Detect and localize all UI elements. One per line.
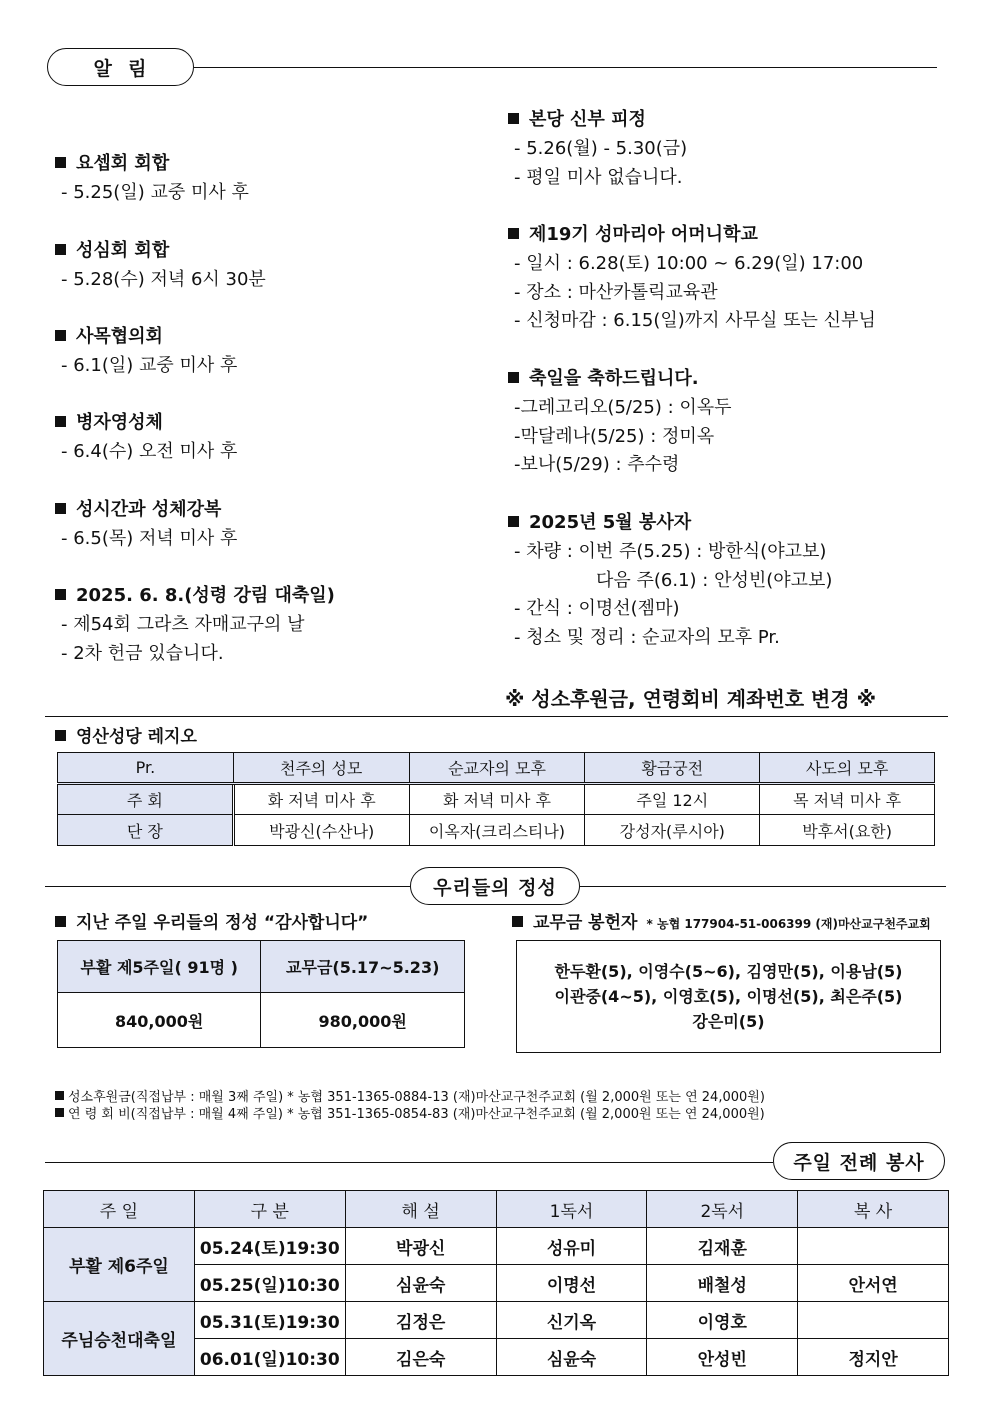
square-bullet-icon	[55, 730, 66, 741]
week-cell: 주님승천대축일	[44, 1302, 195, 1376]
notice-line: - 6.4(수) 오전 미사 후	[61, 440, 238, 462]
table-cell: 성유미	[496, 1228, 647, 1265]
square-bullet-icon	[55, 589, 66, 600]
square-bullet-icon	[55, 1091, 64, 1100]
notice-line: - 5.25(일) 교중 미사 후	[61, 181, 249, 203]
notice-line: -보나(5/29) : 추수령	[514, 454, 680, 476]
table-cell	[798, 1228, 949, 1265]
table-cell: 안성빈	[647, 1339, 798, 1376]
table-header-cell: 사도의 모후	[760, 753, 935, 784]
notice-line: -막달레나(5/25) : 정미옥	[514, 425, 715, 447]
table-cell: 정지안	[798, 1339, 949, 1376]
square-bullet-icon	[512, 916, 523, 927]
table-cell	[798, 1302, 949, 1339]
table-cell: 배철성	[647, 1265, 798, 1302]
square-bullet-icon	[55, 416, 66, 427]
notice-line: - 평일 미사 없습니다.	[514, 166, 683, 188]
notice-line: - 차량 : 이번 주(5.25) : 방한식(야고보)	[514, 540, 827, 562]
notice-title: 본당 신부 피정	[529, 109, 646, 130]
table-header-cell: 복 사	[798, 1191, 949, 1228]
table-row	[44, 1228, 949, 1265]
table-row	[58, 815, 935, 846]
table-header-cell: Pr.	[58, 753, 234, 784]
week-cell: 부활 제6주일	[44, 1228, 195, 1302]
table-cell: 김재훈	[647, 1228, 798, 1265]
donors-box	[516, 940, 941, 1053]
notice-item	[55, 150, 249, 208]
table-cell: 김은숙	[345, 1339, 496, 1376]
table-row	[44, 1302, 949, 1339]
offering-rule-left	[45, 886, 410, 887]
notice-title: 2025. 6. 8.(성령 강림 대축일)	[76, 585, 335, 606]
table-header-cell: 주 일	[44, 1191, 195, 1228]
notice-item	[55, 237, 266, 295]
table-cell: 심윤숙	[345, 1265, 496, 1302]
table-row	[58, 941, 465, 993]
table-cell: 05.24(토)19:30	[194, 1228, 345, 1265]
square-bullet-icon	[55, 330, 66, 341]
notice-item	[55, 496, 237, 554]
table-header-cell: 2독서	[647, 1191, 798, 1228]
donors-line: 이관중(4~5), 이영호(5), 이명선(5), 최은주(5)	[554, 987, 903, 1006]
table-cell: 주일 12시	[585, 784, 760, 815]
notice-item	[508, 106, 687, 192]
table-cell: 05.25(일)10:30	[194, 1265, 345, 1302]
legio-table	[57, 752, 935, 846]
notice-item	[508, 365, 732, 480]
liturgy-header-label: 주일 전례 봉사	[793, 1151, 925, 1174]
square-bullet-icon	[55, 503, 66, 514]
table-header-cell: 천주의 성모	[233, 753, 409, 784]
offering-rule-right	[580, 886, 946, 887]
table-header-cell: 교무금(5.17~5.23)	[261, 941, 465, 993]
notice-line: - 5.26(월) - 5.30(금)	[514, 137, 688, 159]
square-bullet-icon	[55, 157, 66, 168]
notice-title: 축일을 축하드립니다.	[529, 368, 699, 389]
table-header-cell: 황금궁전	[585, 753, 760, 784]
table-header-cell: 구 분	[194, 1191, 345, 1228]
notice-line: 다음 주(6.1) : 안성빈(야고보)	[596, 569, 833, 591]
donors-line: 한두환(5), 이영수(5~6), 김영만(5), 이용남(5)	[554, 962, 903, 981]
notice-title: 사목협의회	[76, 326, 163, 347]
notice-line: - 제54회 그라츠 자매교구의 날	[61, 613, 305, 635]
notice-title: 성심회 회합	[76, 240, 170, 261]
table-cell: 이명선	[496, 1265, 647, 1302]
square-bullet-icon	[55, 1108, 64, 1117]
notice-item	[508, 221, 876, 336]
table-cell: 안서연	[798, 1265, 949, 1302]
square-bullet-icon	[508, 228, 519, 239]
table-cell: 목 저녁 미사 후	[760, 784, 935, 815]
liturgy-rule	[45, 1162, 773, 1163]
table-row	[44, 1191, 949, 1228]
offering-header-label: 우리들의 정성	[433, 876, 557, 899]
legio-title: 영산성당 레지오	[55, 722, 197, 747]
account-change-notice: ※ 성소후원금, 연령회비 계좌번호 변경 ※	[505, 687, 877, 711]
notice-title: 병자영성체	[76, 412, 163, 433]
donors-title: 교무금 봉헌자 * 농협 177904-51-006399 (재)마산교구천주교회	[512, 908, 931, 933]
account-line: 성소후원금(직접납부 : 매월 3째 주일) * 농협 351-1365-0884-13 (재)마산교구천주교회 (월 2,000원 또는 연 24,000원)	[55, 1089, 765, 1107]
notice-line: - 일시 : 6.28(토) 10:00 ~ 6.29(일) 17:00	[514, 252, 864, 274]
square-bullet-icon	[508, 113, 519, 124]
table-cell: 김정은	[345, 1302, 496, 1339]
offering-table	[57, 940, 465, 1048]
table-cell: 06.01(일)10:30	[194, 1339, 345, 1376]
table-row	[58, 993, 465, 1048]
notice-line: - 신청마감 : 6.15(일)까지 사무실 또는 신부님	[514, 310, 876, 332]
donors-account: * 농협 177904-51-006399 (재)마산교구천주교회	[646, 917, 931, 931]
notice-header-label: 알 림	[93, 57, 148, 80]
table-cell: 840,000원	[58, 993, 261, 1048]
notice-header	[47, 48, 194, 86]
table-header-cell: 순교자의 모후	[409, 753, 585, 784]
square-bullet-icon	[55, 916, 66, 927]
table-cell: 980,000원	[261, 993, 465, 1048]
account-line: 연 령 회 비(직접납부 : 매월 4째 주일) * 농협 351-1365-0854-83 (재)마산교구천주교회 (월 2,000원 또는 연 24,000원)	[55, 1106, 765, 1124]
table-cell: 박광신	[345, 1228, 496, 1265]
square-bullet-icon	[508, 516, 519, 527]
table-cell: 박후서(요한)	[760, 815, 935, 846]
offering-title: 지난 주일 우리들의 정성 “감사합니다”	[55, 908, 368, 933]
notice-line: - 6.1(일) 교중 미사 후	[61, 354, 238, 376]
liturgy-table	[43, 1190, 949, 1376]
table-header-cell: 부활 제5주일( 91명 )	[58, 941, 261, 993]
table-cell: 이영호	[647, 1302, 798, 1339]
table-cell: 화 저녁 미사 후	[409, 784, 585, 815]
notice-title: 요셉회 회합	[76, 153, 170, 174]
notice-item	[55, 409, 237, 467]
section-divider	[45, 716, 948, 717]
table-header-cell: 1독서	[496, 1191, 647, 1228]
notice-line: - 간식 : 이명선(젬마)	[514, 598, 680, 620]
table-cell: 화 저녁 미사 후	[233, 784, 409, 815]
table-row	[58, 753, 935, 784]
notice-line: - 장소 : 마산카톨릭교육관	[514, 281, 718, 303]
square-bullet-icon	[55, 244, 66, 255]
notice-item	[55, 323, 237, 381]
notice-item	[508, 509, 832, 653]
square-bullet-icon	[508, 372, 519, 383]
table-cell: 박광신(수산나)	[233, 815, 409, 846]
donors-line: 강은미(5)	[692, 1012, 765, 1031]
table-row	[58, 784, 935, 815]
table-cell: 신기옥	[496, 1302, 647, 1339]
notice-line: - 5.28(수) 저녁 6시 30분	[61, 268, 266, 290]
table-row-header: 주 회	[58, 784, 234, 815]
table-row-header: 단 장	[58, 815, 234, 846]
notice-item	[55, 582, 335, 668]
table-header-cell: 해 설	[345, 1191, 496, 1228]
notice-rule	[194, 67, 937, 68]
notice-line: - 청소 및 정리 : 순교자의 모후 Pr.	[514, 627, 780, 649]
liturgy-header	[773, 1142, 945, 1180]
notice-line: - 2차 헌금 있습니다.	[61, 642, 224, 664]
notice-line: -그레고리오(5/25) : 이옥두	[514, 396, 732, 418]
notice-title: 제19기 성마리아 어머니학교	[529, 224, 758, 245]
table-cell: 이옥자(크리스티나)	[409, 815, 585, 846]
offering-header	[410, 867, 580, 905]
table-cell: 05.31(토)19:30	[194, 1302, 345, 1339]
notice-title: 2025년 5월 봉사자	[529, 512, 692, 533]
notice-title: 성시간과 성체강복	[76, 499, 222, 520]
table-cell: 심윤숙	[496, 1339, 647, 1376]
notice-line: - 6.5(목) 저녁 미사 후	[61, 527, 238, 549]
table-cell: 강성자(루시아)	[585, 815, 760, 846]
